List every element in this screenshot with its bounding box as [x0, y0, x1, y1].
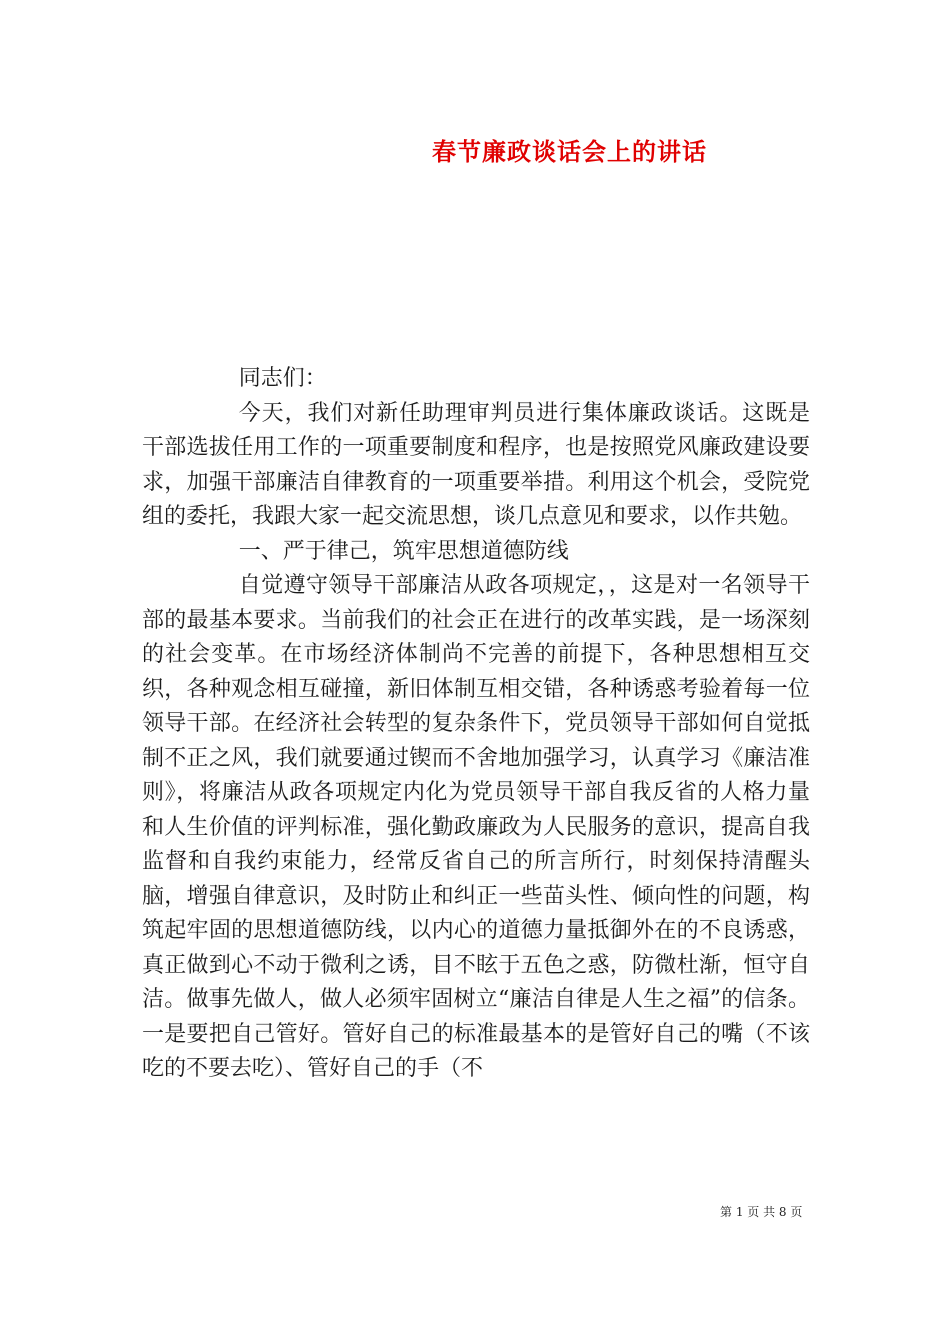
paragraph-intro: 今天，我们对新任助理审判员进行集体廉政谈话。这既是干部选拔任用工作的一项重要制度和程序，也是按照党风廉政建设要求，加强干部廉洁自律教育的一项重要举措。利用这个机会，受院党组的委托，我跟大家一起交流思想，谈几点意见和要求，以作共勉。 — [142, 400, 810, 529]
page-number: 第 1 页 共 8 页 — [720, 1205, 803, 1219]
document-body — [142, 362, 810, 1087]
greeting: 同志们： — [238, 366, 327, 391]
section-heading-1: 一、严于律己，筑牢思想道德防线 — [238, 538, 569, 564]
document-title: 春节廉政谈话会上的讲话 — [432, 137, 707, 166]
paragraph-section-1: 自觉遵守领导干部廉洁从政各项规定，，这是对一名领导干部的最基本要求。当前我们的社会正在进行的改革实践，是一场深刻的社会变革。在市场经济体制尚不完善的前提下，各种思想相互交织，各种观念相互碰撞，新旧体制互相交错，各种诱惑考验着每一位领导干部。在经济社会转型的复杂条件下，党员领导干部如何自觉抵制不正之风，我们就要通过锲而不舍地加强学习，认真学习《廉洁准则》，将廉洁从政各项规定内化为党员领导干部自我反省的人格力量和人生价值的评判标准，强化勤政廉政为人民服务的意识，提高自我监督和自我约束能力，经常反省自己的所言所行，时刻保持清醒头脑，增强自律意识，及时防止和纠正一些苗头性、倾向性的问题，构筑起牢固的思想道德防线，以内心的道德力量抵御外在的不良诱惑，真正做到心不动于微利之诱，目不眩于五色之惑，防微杜渐，恒守自洁。做事先做人，做人必须牢固树立“廉洁自律是人生之福”的信条。一是要把自己管好。管好自己的标准最基本的是管好自己的嘴（不该吃的不要去吃）、管好自己的手（不 — [142, 573, 810, 1081]
